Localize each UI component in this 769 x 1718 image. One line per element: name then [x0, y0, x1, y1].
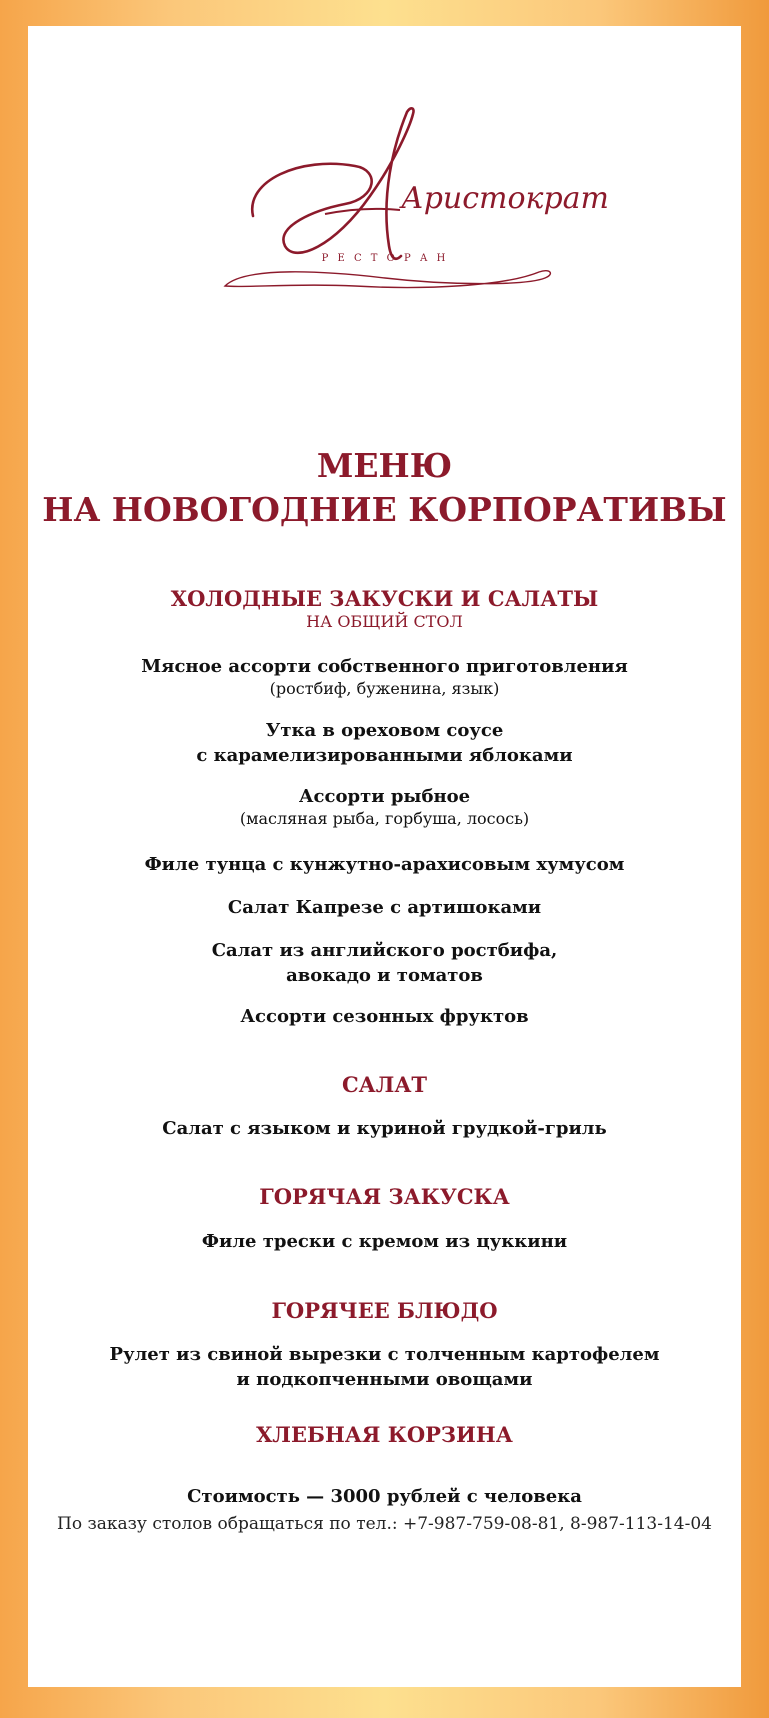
- section-cold-starters: [28, 586, 741, 632]
- dish-name-line-2: авокадо и томатов: [286, 965, 483, 986]
- dish-item: [28, 895, 741, 920]
- section-title: ГОРЯЧАЯ ЗАКУСКА: [259, 1184, 510, 1209]
- dish-name: Рулет из свиной вырезки с толченным картофелем: [109, 1344, 660, 1365]
- logo-subtitle: Р Е С Т О Р А Н: [321, 253, 448, 264]
- price-text: Стоимость — 3000 рублей с человека: [187, 1486, 582, 1507]
- section-title: САЛАТ: [341, 1072, 428, 1097]
- price-line: [28, 1484, 741, 1509]
- dish-name: Мясное ассорти собственного приготовления: [141, 656, 628, 677]
- dish-item: [28, 852, 741, 877]
- dish-item: [28, 1229, 741, 1254]
- dish-name: Ассорти рыбное: [298, 786, 471, 807]
- dish-item: [28, 1004, 741, 1029]
- dish-item: [28, 938, 741, 988]
- section-subtitle: НА ОБЩИЙ СТОЛ: [306, 612, 463, 631]
- menu-title-line-1: МЕНЮ: [316, 446, 453, 485]
- dish-name: Утка в ореховом соусе: [265, 720, 504, 741]
- dish-item: [28, 1342, 741, 1392]
- section-title: ХОЛОДНЫЕ ЗАКУСКИ И САЛАТЫ: [170, 586, 599, 611]
- logo-script-text: Аристократ: [400, 181, 609, 216]
- dish-item: [28, 1116, 741, 1141]
- dish-name: Салат из английского ростбифа,: [211, 940, 558, 961]
- dish-item: [28, 718, 741, 768]
- contact-line: [28, 1512, 741, 1536]
- dish-note: (ростбиф, буженина, язык): [269, 679, 500, 698]
- menu-sheet: [28, 26, 741, 1687]
- dish-item: [28, 784, 741, 829]
- dish-name-line-2: с карамелизированными яблоками: [196, 745, 573, 766]
- contact-text: По заказу столов обращаться по тел.: +7-987-759-08-81, 8-987-113-14-04: [57, 1514, 712, 1534]
- section-bread-basket: [28, 1422, 741, 1448]
- restaurant-logo: [28, 86, 741, 346]
- dish-note: (масляная рыба, горбуша, лосось): [239, 809, 530, 828]
- dish-item: [28, 654, 741, 699]
- dish-name: Салат с языком и куриной грудкой-гриль: [162, 1118, 607, 1139]
- section-title: ХЛЕБНАЯ КОРЗИНА: [256, 1422, 513, 1447]
- section-main-course: [28, 1298, 741, 1324]
- dish-name: Салат Капрезе с артишоками: [227, 897, 542, 918]
- dish-name: Филе трески с кремом из цуккини: [201, 1231, 568, 1252]
- section-title: ГОРЯЧЕЕ БЛЮДО: [271, 1298, 498, 1323]
- dish-name-line-2: и подкопченными овощами: [236, 1369, 533, 1390]
- logo-graphic: [205, 86, 609, 306]
- menu-title: [28, 444, 741, 532]
- menu-title-line-2: НА НОВОГОДНИЕ КОРПОРАТИВЫ: [42, 490, 727, 529]
- dish-name: Филе тунца с кунжутно-арахисовым хумусом: [144, 854, 625, 875]
- dish-name: Ассорти сезонных фруктов: [240, 1006, 529, 1027]
- section-hot-starter: [28, 1184, 741, 1210]
- section-salad: [28, 1072, 741, 1098]
